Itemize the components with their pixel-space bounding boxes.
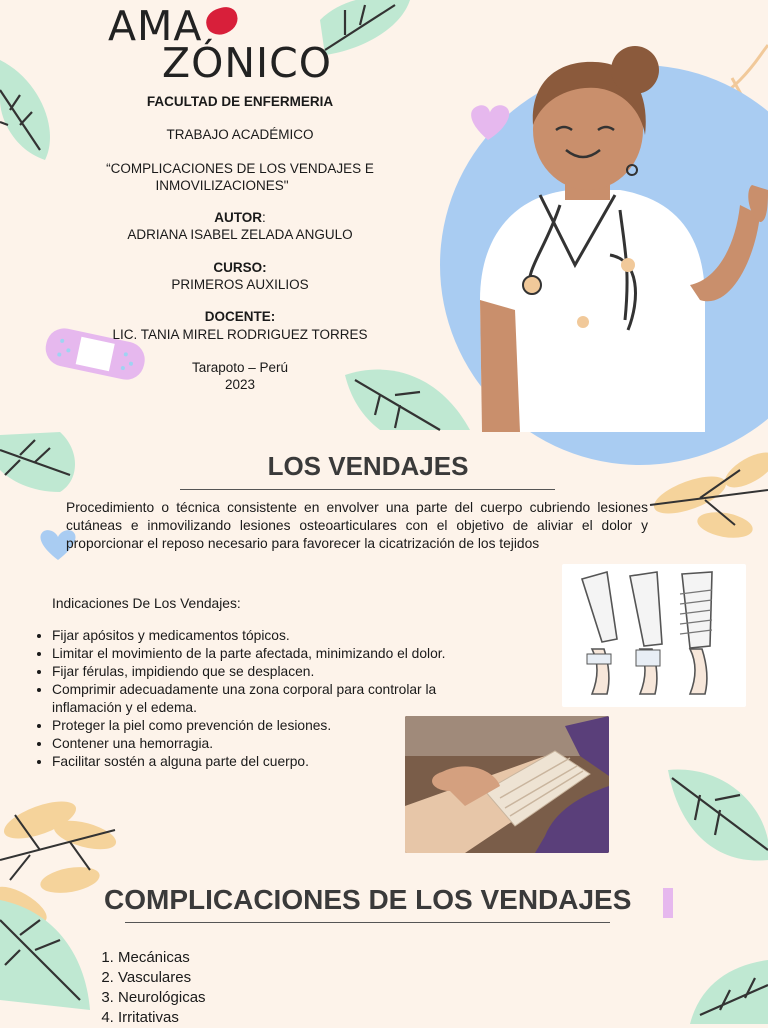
section-divider [125,922,610,923]
course-name: PRIMEROS AUXILIOS [171,277,309,292]
place: Tarapoto – Perú [191,360,289,375]
author-label-text: AUTOR [214,210,262,225]
pink-accent-bar [663,888,673,918]
leaf-decoration-icon [668,770,768,861]
list-item: • Fijar apósitos y medicamentos tópicos. [52,627,518,645]
bandaging-leg-photo [405,716,609,853]
author-label [80,209,400,226]
section-heading-complicaciones: COMPLICACIONES DE LOS VENDAJES [104,884,632,915]
author-label-colon: : [262,210,266,225]
author-name: ADRIANA ISABEL ZELADA ANGULO [127,227,353,242]
leaf-decoration-icon [690,960,768,1024]
section-divider [180,489,555,490]
leaf-decoration-icon [0,432,75,492]
list-item: • Facilitar sostén a alguna parte del cuerpo. [52,753,518,771]
complications-list [88,948,388,1028]
list-item: 3. Neurológicas [118,988,388,1008]
list-item: 2. Vasculares [118,968,388,988]
teacher-name: LIC. TANIA MIREL RODRIGUEZ TORRES [112,327,368,342]
work-type: TRABAJO ACADÉMICO [166,127,314,142]
work-title-line2: INMOVILIZACIONES" [155,178,289,193]
section-heading-vendajes: LOS VENDAJES [267,451,469,481]
bandaged-arms-image [562,564,746,707]
faculty-name: FACULTAD DE ENFERMERIA [146,94,334,109]
teacher-label: DOCENTE: [204,309,276,324]
logo-line2: ZÓNICO [162,39,333,87]
leaf-decoration-icon [0,60,50,160]
list-item: 4. Irritativas [118,1008,388,1028]
year: 2023 [224,377,256,392]
list-item: • Contener una hemorragia. [52,735,518,753]
work-title-line1: “COMPLICACIONES DE LOS VENDAJES E [106,161,374,176]
leaf-decoration-icon [320,0,410,55]
work-title [80,160,400,194]
vendajes-definition: Procedimiento o técnica consistente en envolver una parte del cuerpo cubriendo lesiones cutáneas e inmovilizando lesiones osteoarticulares con el objetivo de aliviar el dolor y proporcionar el reposo necesario para favorecer la cicatrización de los tejidos [66,500,648,551]
list-item: • Limitar el movimiento de la parte afectada, minimizando el dolor. [52,645,518,663]
list-item: 1. Mecánicas [118,948,388,968]
logo-line1: AMA [108,2,203,50]
list-item: • Proteger la piel como prevención de lesiones. [52,717,518,735]
list-item: • Comprimir adecuadamente una zona corporal para controlar la inflamación y el edema. [52,681,482,717]
list-item: • Fijar férulas, impidiendo que se desplacen. [52,663,518,681]
indications-title: Indicaciones De Los Vendajes: [52,596,241,611]
course-label: CURSO: [213,260,267,275]
